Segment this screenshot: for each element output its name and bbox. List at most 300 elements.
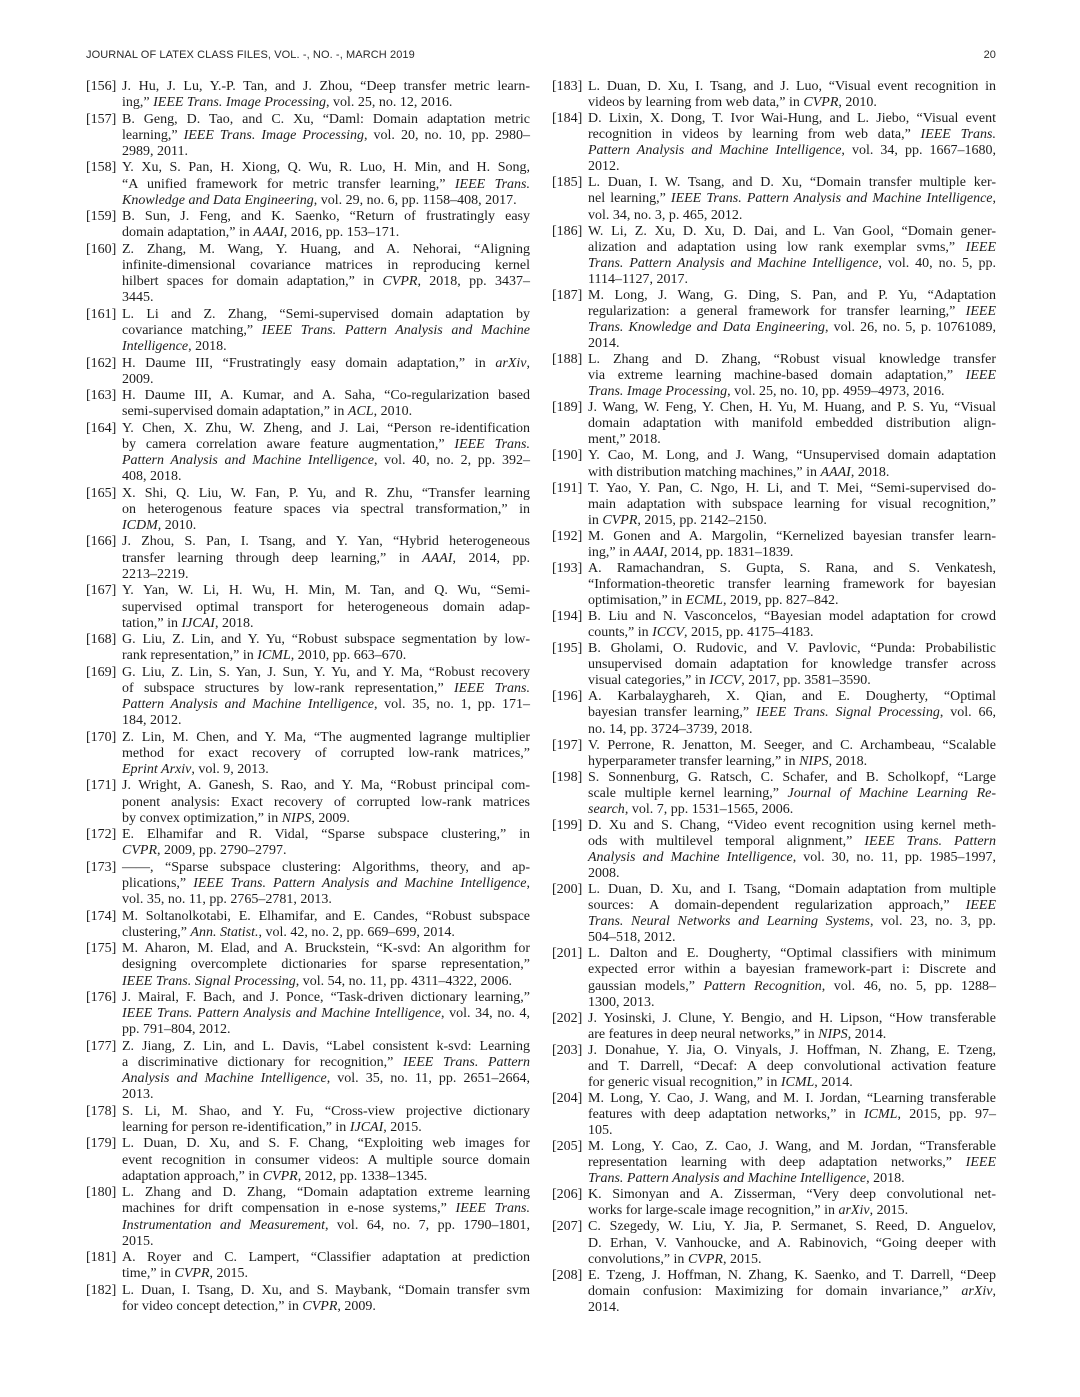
reference-body — [588, 352, 996, 400]
reference-line — [588, 1155, 996, 1171]
reference-body — [122, 79, 530, 112]
reference-line — [122, 1104, 530, 1120]
reference-line — [588, 1139, 996, 1155]
reference-text: with distribution matching machines,” in — [588, 464, 821, 480]
reference-body — [122, 112, 530, 161]
reference-text: method for exact recovery of corrupted low-rank matrices,” — [122, 745, 530, 761]
reference-entry — [86, 1250, 530, 1283]
reference-body — [588, 175, 996, 223]
reference-entry — [552, 1268, 996, 1316]
reference-line — [588, 513, 996, 529]
reference-text: H. Daume III, A. Kumar, and A. Saha, “Co-regularization based — [122, 388, 530, 404]
reference-line — [588, 995, 996, 1011]
reference-number: [190] — [552, 448, 583, 464]
reference-entry — [552, 352, 996, 400]
reference-venue-italic: Intelligence — [122, 339, 189, 355]
reference-body — [588, 79, 996, 111]
reference-body — [122, 486, 530, 535]
reference-line — [588, 834, 996, 850]
reference-text: D. Xu and S. Chang, “Video event recognition using kernel meth- — [588, 817, 996, 833]
reference-venue-italic: arXiv — [495, 355, 527, 371]
reference-line — [588, 802, 996, 818]
reference-text: , vol. 25, no. 10, pp. 4959–4973, 2016. — [727, 384, 945, 400]
reference-body — [122, 1136, 530, 1185]
reference-text: representation learning with deep adaptation networks,” — [588, 1155, 966, 1171]
reference-number: [178] — [86, 1103, 117, 1119]
reference-body — [122, 860, 530, 909]
reference-number: [188] — [552, 352, 583, 368]
reference-line — [588, 1219, 996, 1235]
reference-line — [122, 860, 530, 876]
reference-line — [122, 697, 530, 713]
reference-text: Y. Xu, S. Pan, H. Xiong, Q. Wu, R. Luo, H. Min, and H. Song, — [122, 160, 530, 176]
reference-line — [122, 1218, 530, 1234]
reference-body — [588, 609, 996, 641]
reference-venue-italic: IEEE Trans. Signal Processing — [755, 705, 940, 721]
reference-number: [205] — [552, 1139, 583, 1155]
reference-line — [588, 946, 996, 962]
reference-text: , 2015, pp. 2142–2150. — [637, 512, 767, 528]
reference-text: , 2014, pp. — [452, 550, 531, 566]
reference-text: , 2015. — [383, 1120, 422, 1135]
reference-line — [122, 242, 530, 258]
reference-line — [588, 898, 996, 914]
reference-line — [588, 1011, 996, 1027]
reference-entry — [86, 1104, 530, 1137]
reference-venue-italic: Journal of Machine Learning Re- — [787, 785, 996, 801]
reference-line — [122, 1022, 530, 1038]
reference-entry — [552, 1219, 996, 1267]
reference-line — [588, 368, 996, 384]
reference-line — [122, 112, 530, 128]
reference-number: [161] — [86, 306, 117, 322]
reference-line — [122, 876, 530, 892]
reference-line — [588, 738, 996, 754]
reference-entry — [86, 112, 530, 161]
reference-text: visual categories,” in — [588, 673, 710, 689]
reference-text: J. Donahue, Y. Jia, O. Vinyals, J. Hoffman, N. Zhang, E. Tzeng, — [588, 1042, 996, 1058]
reference-venue-italic: IEEE Trans. — [455, 1201, 530, 1217]
reference-line — [122, 990, 530, 1006]
reference-entry — [86, 242, 530, 307]
reference-line — [122, 762, 530, 778]
reference-body — [588, 1011, 996, 1043]
reference-text: vol. 34, no. 3, p. 465, 2012. — [588, 207, 743, 223]
reference-text: tation,” in — [122, 615, 182, 631]
reference-text: , 2010. — [838, 95, 877, 111]
reference-text: , vol. 40, no. 5, pp. — [878, 255, 996, 271]
reference-text: , 2019, pp. 827–842. — [722, 593, 839, 608]
reference-line — [588, 256, 996, 272]
reference-line — [588, 850, 996, 866]
reference-text: hyperparameter transfer learning,” in — [588, 753, 800, 769]
references-right-column — [552, 79, 996, 1316]
reference-line — [588, 384, 996, 400]
reference-line — [122, 974, 530, 990]
reference-line — [122, 892, 530, 908]
reference-line — [588, 191, 996, 207]
reference-venue-italic: Pattern Analysis and Machine Intelligence — [588, 143, 842, 159]
reference-number: [185] — [552, 175, 583, 191]
reference-text: B. Geng, D. Tao, and C. Xu, “Daml: Domain adaptation metric — [122, 111, 530, 127]
reference-text: , 2009. — [337, 1298, 376, 1314]
reference-text: rank representation,” in — [122, 648, 258, 664]
reference-line — [122, 1299, 530, 1315]
reference-line — [122, 1250, 530, 1266]
reference-number: [181] — [86, 1250, 117, 1266]
reference-venue-italic: Pattern Analysis and Machine Intelligence — [122, 697, 374, 713]
reference-line — [588, 1268, 996, 1284]
reference-text: C. Szegedy, W. Liu, Y. Jia, P. Sermanet, S. Reed, D. Anguelov, — [588, 1219, 996, 1235]
reference-body — [122, 160, 530, 209]
reference-body — [588, 1187, 996, 1219]
reference-line — [122, 665, 530, 681]
reference-entry — [86, 1039, 530, 1104]
reference-text: 1300, 2013. — [588, 994, 655, 1010]
reference-line — [122, 1234, 530, 1250]
reference-line — [588, 1252, 996, 1268]
reference-line — [122, 1039, 530, 1055]
reference-body — [588, 882, 996, 946]
reference-entry — [86, 1136, 530, 1185]
reference-text: domain adaptation,” in — [122, 225, 254, 241]
reference-line — [122, 290, 530, 306]
reference-line — [588, 1043, 996, 1059]
reference-body — [588, 1091, 996, 1139]
reference-line — [588, 914, 996, 930]
reference-text: B. Sun, J. Feng, and K. Saenko, “Return of frustratingly easy — [122, 209, 530, 225]
reference-line — [588, 770, 996, 786]
reference-number: [202] — [552, 1010, 583, 1026]
reference-text: hilbert spaces for domain adaptation,” in — [122, 274, 383, 290]
reference-text: recognition in videos by learning from web data,” — [588, 127, 921, 143]
reference-number: [172] — [86, 827, 117, 843]
reference-entry — [552, 529, 996, 561]
reference-body — [122, 388, 530, 421]
reference-line — [588, 208, 996, 224]
reference-text: 504–518, 2012. — [588, 930, 676, 946]
reference-text: vol. 35, no. 11, pp. 2765–2781, 2013. — [122, 892, 332, 908]
reference-line — [122, 1283, 530, 1299]
reference-entry — [552, 1043, 996, 1091]
reference-text: H. Daume III, “Frustratingly easy domain adaptation,” in — [122, 355, 496, 371]
reference-entry — [86, 1185, 530, 1250]
reference-venue-italic: IEEE Trans. Image Processing — [183, 127, 365, 143]
reference-number: [176] — [86, 989, 117, 1005]
reference-text: W. Li, Z. Xu, D. Xu, D. Dai, and L. Van Gool, “Domain gener- — [588, 223, 996, 239]
reference-entry — [552, 1187, 996, 1219]
reference-venue-italic: Analysis and Machine Intelligence — [588, 850, 793, 865]
reference-line — [588, 641, 996, 657]
reference-venue-italic: IEEE Trans. Pattern Analysis and Machine Intelligence — [670, 191, 993, 207]
reference-entry — [552, 224, 996, 288]
reference-venue-italic: CVPR — [122, 843, 157, 859]
reference-text: V. Perrone, R. Jenatton, M. Seeger, and C. Archambeau, “Scalable — [588, 737, 996, 753]
reference-text: scale multiple kernel learning,” — [588, 785, 788, 801]
reference-line — [122, 144, 530, 160]
reference-line — [588, 962, 996, 978]
reference-line — [588, 127, 996, 143]
reference-entry — [86, 209, 530, 242]
reference-entry — [552, 1011, 996, 1043]
reference-text: , 2015, pp. 97– — [897, 1107, 997, 1122]
reference-entry — [86, 307, 530, 356]
reference-body — [122, 1185, 530, 1250]
reference-body — [122, 1283, 530, 1316]
reference-venue-italic: CVPR — [174, 1266, 210, 1282]
reference-line — [122, 583, 530, 599]
reference-line — [122, 600, 530, 616]
reference-line — [588, 497, 996, 513]
reference-line — [122, 811, 530, 827]
reference-text: , 2016, pp. 153–171. — [283, 225, 400, 241]
reference-number: [159] — [86, 209, 117, 225]
reference-venue-italic: Pattern Analysis and Machine Intelligence — [122, 453, 374, 469]
reference-venue-italic: ICML — [257, 648, 291, 664]
reference-text: M. Long, Y. Cao, Z. Cao, J. Wang, and M. Jordan, “Transferable — [588, 1139, 996, 1155]
reference-text: Z. Jiang, Z. Lin, and L. Davis, “Label consistent k-svd: Learning — [122, 1038, 530, 1054]
reference-text: for video concept detection,” in — [122, 1298, 303, 1314]
reference-venue-italic: IEEE — [965, 303, 996, 319]
reference-number: [197] — [552, 737, 583, 753]
reference-venue-italic: AAAI — [633, 544, 664, 560]
reference-number: [184] — [552, 111, 583, 127]
reference-venue-italic: NIPS — [818, 1026, 848, 1042]
reference-line — [122, 648, 530, 664]
reference-text: convolutions,” in — [588, 1251, 688, 1267]
page-number: 20 — [983, 49, 996, 61]
reference-text: G. Liu, Z. Lin, and Y. Yu, “Robust subspace segmentation by low- — [122, 632, 530, 648]
reference-line — [122, 909, 530, 925]
reference-body — [122, 307, 530, 356]
reference-line — [588, 657, 996, 673]
reference-number: [174] — [86, 908, 117, 924]
reference-entry — [552, 288, 996, 352]
reference-text: , vol. 40, no. 2, pp. 392– — [373, 453, 530, 469]
reference-line — [588, 754, 996, 770]
reference-body — [588, 1268, 996, 1316]
reference-entry — [86, 388, 530, 421]
reference-text: sources: A domain-dependent regularization approach,” — [588, 898, 966, 914]
reference-venue-italic: ACL — [347, 404, 374, 420]
reference-text: E. Tzeng, J. Hoffman, N. Zhang, K. Saenko, and T. Darrell, “Deep — [588, 1267, 996, 1283]
reference-number: [200] — [552, 882, 583, 898]
reference-text: no. 14, pp. 3724–3739, 2018. — [588, 721, 753, 737]
reference-line — [122, 567, 530, 583]
reference-text: Z. Zhang, M. Wang, Y. Huang, and A. Nehorai, “Aligning — [122, 241, 530, 257]
reference-line — [588, 143, 996, 159]
reference-line — [122, 453, 530, 469]
reference-venue-italic: IEEE — [965, 368, 996, 384]
reference-text: , vol. 20, no. 10, pp. 2980– — [364, 127, 530, 143]
reference-text: 184, 2012. — [122, 713, 182, 729]
reference-venue-italic: IEEE Trans. Pattern Analysis and Machine Intelligence — [193, 876, 527, 892]
reference-text: works for large-scale image recognition,” in — [588, 1203, 839, 1219]
reference-line — [122, 1185, 530, 1201]
reference-line — [588, 722, 996, 738]
reference-venue-italic: Trans. Pattern Analysis and Machine Intelligence — [588, 255, 879, 271]
reference-line — [588, 400, 996, 416]
reference-text: domain adaptation with manifold embedded distribution align- — [588, 416, 996, 432]
reference-entry — [86, 160, 530, 209]
reference-line — [588, 818, 996, 834]
reference-line — [122, 469, 530, 485]
reference-line — [122, 843, 530, 859]
reference-line — [122, 128, 530, 144]
reference-line — [588, 320, 996, 336]
reference-number: [158] — [86, 160, 117, 176]
reference-body — [588, 641, 996, 689]
reference-line — [588, 272, 996, 288]
reference-line — [122, 632, 530, 648]
reference-entry — [86, 778, 530, 827]
reference-line — [588, 705, 996, 721]
reference-text: ods with multilevel temporal alignment,” — [588, 833, 865, 849]
reference-entry — [552, 561, 996, 609]
reference-entry — [86, 421, 530, 486]
reference-line — [122, 534, 530, 550]
reference-line — [122, 437, 530, 453]
reference-body — [122, 583, 530, 632]
reference-line — [122, 193, 530, 209]
reference-venue-italic: ICCV — [652, 625, 685, 641]
reference-text: designing overcomplete dictionaries for sparse representation,” — [122, 957, 530, 973]
reference-text: , 2015. — [722, 1251, 762, 1267]
reference-text: , 2009. — [311, 810, 350, 826]
reference-venue-italic: ICDM — [122, 518, 158, 534]
reference-venue-italic: Knowledge and Data Engineering — [122, 192, 314, 208]
reference-text: a discriminative dictionary for recognition,” — [122, 1054, 404, 1070]
reference-entry — [86, 827, 530, 860]
reference-text: Y. Chen, X. Zhu, W. Zheng, and J. Lai, “Person re-identification — [122, 420, 530, 436]
reference-number: [198] — [552, 769, 583, 785]
reference-text: in — [588, 512, 603, 528]
reference-venue-italic: AAAI — [422, 550, 453, 566]
reference-line — [122, 486, 530, 502]
reference-line — [588, 1203, 996, 1219]
reference-venue-italic: Instrumentation and Measurement — [122, 1217, 325, 1233]
reference-line — [122, 1153, 530, 1169]
reference-venue-italic: IJCAI — [349, 1120, 384, 1135]
reference-number: [173] — [86, 859, 117, 875]
reference-venue-italic: IEEE Trans. — [920, 127, 996, 143]
reference-line — [588, 1059, 996, 1075]
reference-number: [206] — [552, 1187, 583, 1203]
reference-venue-italic: IEEE — [965, 239, 996, 255]
reference-line — [588, 1091, 996, 1107]
reference-number: [168] — [86, 632, 117, 648]
reference-text: , vol. 30, no. 11, pp. 1985–1997, — [792, 850, 997, 865]
reference-venue-italic: IEEE Trans. Pattern Analysis and Machine Intelligence — [122, 1006, 441, 1022]
reference-text: 105. — [588, 1123, 613, 1139]
reference-number: [162] — [86, 355, 117, 371]
reference-text: for generic visual recognition,” in — [588, 1074, 781, 1090]
reference-text: 2009. — [122, 371, 154, 387]
reference-number: [193] — [552, 560, 583, 576]
reference-venue-italic: CVPR — [602, 512, 638, 528]
reference-text: optimisation,” in — [588, 593, 686, 608]
reference-body — [588, 448, 996, 480]
reference-text: D. Erhan, V. Vanhoucke, and A. Rabinovich, “Going deeper with — [588, 1235, 996, 1251]
reference-line — [588, 930, 996, 946]
reference-text: adaptation approach,” in — [122, 1168, 263, 1184]
reference-text: 408, 2018. — [122, 469, 182, 485]
reference-text: J. Zhou, S. Pan, I. Tsang, and Y. Yan, “Hybrid heterogeneous — [122, 534, 530, 550]
reference-body — [122, 1104, 530, 1137]
reference-venue-italic: CVPR — [302, 1298, 338, 1314]
reference-venue-italic: NIPS — [799, 753, 829, 769]
reference-text: 2008. — [588, 866, 620, 882]
reference-text: L. Duan, D. Xu, I. Tsang, and J. Luo, “Visual event recognition in — [588, 79, 996, 94]
reference-venue-italic: ICCV — [709, 673, 742, 689]
reference-line — [588, 882, 996, 898]
reference-number: [166] — [86, 534, 117, 550]
reference-text: 1114–1127, 2017. — [588, 271, 688, 287]
reference-number: [192] — [552, 528, 583, 544]
reference-venue-italic: CVPR — [687, 1251, 723, 1267]
reference-text: J. Yosinski, J. Clune, Y. Bengio, and H. Lipson, “How transferable — [588, 1010, 996, 1026]
reference-number: [180] — [86, 1185, 117, 1201]
reference-line — [588, 465, 996, 481]
reference-line — [122, 356, 530, 372]
reference-text: event recognition in consumer videos: A multiple source domain — [122, 1152, 530, 1168]
reference-venue-italic: Trans. Pattern Analysis and Machine Intelligence — [588, 1171, 867, 1187]
reference-text: infinite-dimensional covariance matrices in reproducing kernel — [122, 257, 530, 273]
reference-text: nel learning,” — [588, 191, 671, 207]
reference-text: , — [526, 876, 530, 892]
reference-body — [588, 224, 996, 288]
reference-body — [122, 534, 530, 583]
reference-venue-italic: CVPR — [262, 1168, 298, 1184]
reference-line — [122, 730, 530, 746]
reference-text: , vol. 7, pp. 1531–1565, 2006. — [624, 801, 794, 817]
reference-number: [165] — [86, 485, 117, 501]
reference-line — [122, 1136, 530, 1152]
reference-text: regularization: a general framework for transfer learning,” — [588, 303, 966, 319]
reference-text: G. Liu, Z. Lin, S. Yan, J. Sun, Y. Yu, and Y. Ma, “Robust recovery — [122, 664, 530, 680]
reference-line — [122, 1087, 530, 1103]
reference-text: 2014. — [588, 1299, 620, 1315]
reference-text: alization and adaptation using low rank exemplar svms,” — [588, 239, 966, 255]
reference-text: by camera correlation aware feature augmentation,” — [122, 436, 455, 452]
reference-body — [122, 1250, 530, 1283]
reference-text: K. Simonyan and A. Zisserman, “Very deep convolutional net- — [588, 1187, 996, 1203]
reference-venue-italic: Trans. Knowledge and Data Engineering — [588, 319, 826, 335]
reference-body — [588, 561, 996, 609]
reference-text: , 2010. — [373, 404, 413, 420]
reference-body — [588, 770, 996, 818]
reference-entry — [86, 356, 530, 389]
reference-number: [182] — [86, 1282, 117, 1298]
reference-text: , vol. 25, no. 12, 2016. — [326, 95, 453, 111]
reference-number: [189] — [552, 400, 583, 416]
reference-number: [175] — [86, 941, 117, 957]
reference-line — [588, 609, 996, 625]
reference-body — [588, 400, 996, 448]
reference-line — [122, 95, 530, 111]
reference-venue-italic: ECML — [685, 593, 723, 608]
reference-text: main adaptation with subspace learning for visual recognition,” — [588, 496, 996, 512]
reference-text: 2989, 2011. — [122, 144, 188, 160]
reference-line — [122, 372, 530, 388]
reference-text: , vol. 26, no. 5, p. 10761089, — [825, 319, 996, 335]
reference-text: unsupervised domain adaptation for knowledge transfer across — [588, 657, 996, 673]
reference-text: , — [992, 191, 997, 207]
reference-text: M. Long, Y. Cao, J. Wang, and M. I. Jordan, “Learning transferable — [588, 1090, 996, 1106]
reference-line — [122, 323, 530, 339]
reference-line — [122, 1055, 530, 1071]
reference-text: , — [992, 1283, 996, 1299]
